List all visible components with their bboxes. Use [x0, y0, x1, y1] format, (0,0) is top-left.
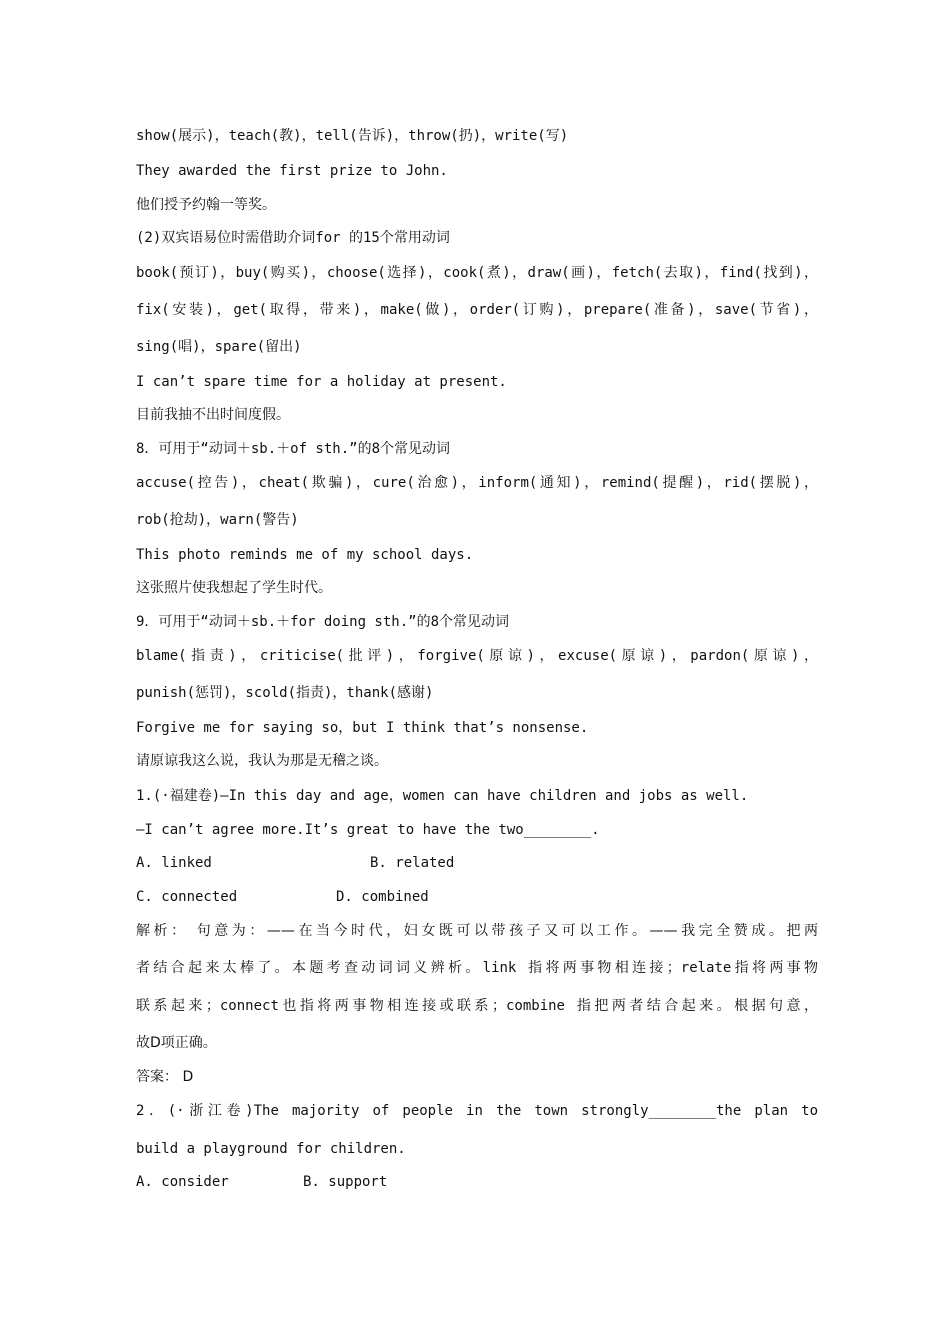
- question-1-response: —I can’t agree more.It’s great to have the two________.: [136, 822, 600, 838]
- example-sentence-zh: 这张照片使我想起了学生时代。: [136, 580, 332, 596]
- verb-list-fordoing-line-2: punish(惩罚)，scold(指责)，thank(感谢): [136, 685, 434, 701]
- explanation-line-1: 解析： 句意为：——在当今时代，妇女既可以带孩子又可以工作。——我完全赞成。把两: [136, 923, 818, 939]
- explanation-line-4: 故D项正确。: [136, 1035, 217, 1051]
- question-2-option-a: A. consider: [136, 1174, 229, 1190]
- answer-line: 答案： D: [136, 1069, 194, 1085]
- question-2-stem-line-1: 2．(·浙江卷)The majority of people in the town strongly________the plan to: [136, 1103, 818, 1119]
- verb-list-for-line-2: fix(安装)，get(取得，带来)，make(做)，order(订购)，prepare(准备)，save(节省)，: [136, 302, 818, 318]
- question-2-stem-line-2: build a playground for children.: [136, 1141, 406, 1157]
- verb-list-give-line-end: show(展示)，teach(教)，tell(告诉)，throw(扔)，write(写): [136, 128, 569, 144]
- example-sentence-en: This photo reminds me of my school days.: [136, 547, 474, 563]
- verb-list-for-line-1: book(预订)，buy(购买)，choose(选择)，cook(煮)，draw(画)，fetch(去取)，find(找到)，: [136, 265, 818, 281]
- question-2-option-b: B. support: [303, 1174, 388, 1190]
- verb-list-of-line-1: accuse(控告)，cheat(欺骗)，cure(治愈)，inform(通知)，remind(提醒)，rid(摆脱)，: [136, 475, 818, 491]
- example-sentence-en: Forgive me for saying so，but I think that’s nonsense.: [136, 720, 589, 736]
- verb-list-of-line-2: rob(抢劫)，warn(警告): [136, 512, 299, 528]
- section-heading-9: 9．可用于“动词＋sb.＋for doing sth.”的8个常见动词: [136, 614, 510, 630]
- example-sentence-zh: 目前我抽不出时间度假。: [136, 407, 290, 423]
- question-1-option-a: A. linked: [136, 855, 212, 871]
- example-sentence-en: I can’t spare time for a holiday at present.: [136, 374, 507, 390]
- example-sentence-zh: 他们授予约翰一等奖。: [136, 197, 276, 213]
- question-1-option-d: D. combined: [336, 889, 429, 905]
- question-1-option-c: C. connected: [136, 889, 238, 905]
- verb-list-fordoing-line-1: blame(指责)，criticise(批评)，forgive(原谅)，excuse(原谅)，pardon(原谅)，: [136, 648, 818, 664]
- explanation-line-2: 者结合起来太棒了。本题考查动词词义辨析。link 指将两事物相连接；relate指将两事物: [136, 960, 818, 976]
- verb-list-for-line-3: sing(唱)，spare(留出): [136, 339, 302, 355]
- example-sentence-zh: 请原谅我这么说，我认为那是无稽之谈。: [136, 753, 388, 769]
- section-heading-for-verbs: (2)双宾语易位时需借助介词for 的15个常用动词: [136, 230, 450, 246]
- question-1-stem: 1.(·福建卷)—In this day and age，women can have children and jobs as well.: [136, 788, 749, 804]
- example-sentence-en: They awarded the first prize to John.: [136, 163, 448, 179]
- question-1-option-b: B. related: [370, 855, 455, 871]
- section-heading-8: 8．可用于“动词＋sb.＋of sth.”的8个常见动词: [136, 441, 451, 457]
- explanation-line-3: 联系起来；connect也指将两事物相连接或联系；combine 指把两者结合起来。根据句意，: [136, 998, 818, 1014]
